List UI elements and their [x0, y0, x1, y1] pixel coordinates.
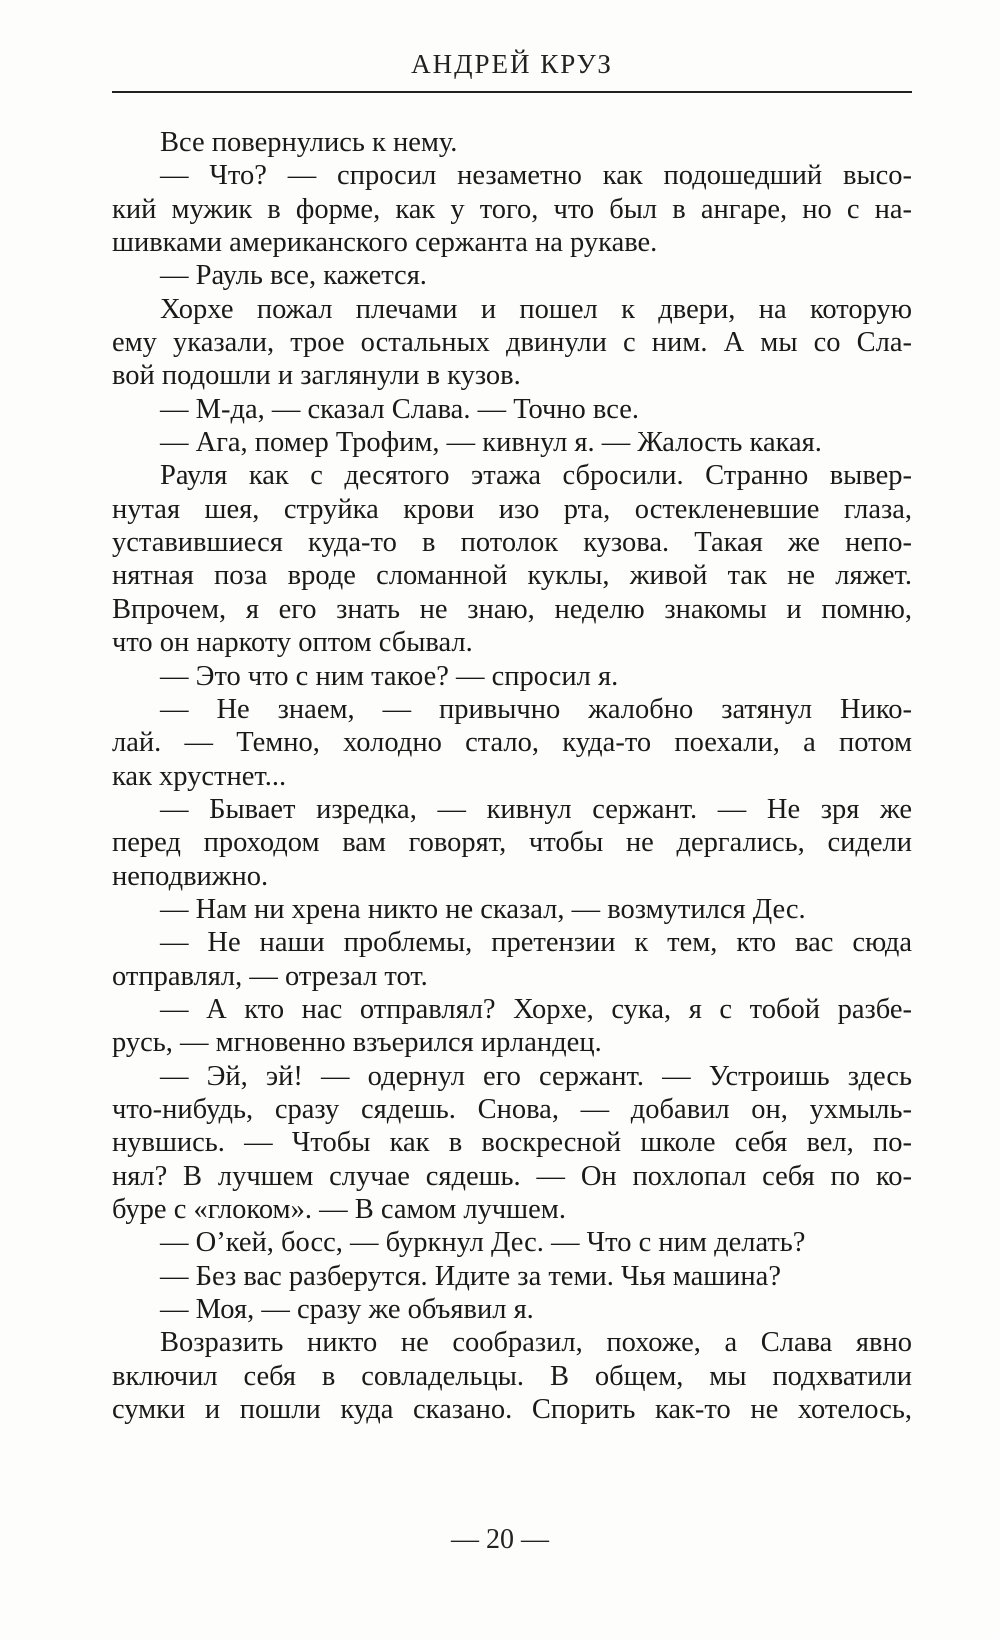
text-line: Хорхе пожал плечами и пошел к двери, на которую	[160, 293, 912, 325]
header-rule	[112, 91, 912, 93]
text-line: буре с «глоком». — В самом лучшем.	[112, 1194, 566, 1225]
text-line: что-нибудь, сразу сядешь. Снова, — добавил он, ухмыль-	[112, 1093, 912, 1125]
text-line: — Без вас разберутся. Идите за теми. Чья машина?	[160, 1260, 781, 1292]
text-line: — Ага, помер Трофим, — кивнул я. — Жалость какая.	[160, 427, 822, 459]
text-line: Рауля как с десятого этажа сбросили. Странно вывер-	[160, 460, 912, 492]
text-line: неподвижно.	[112, 860, 269, 892]
text-line: как хрустнет...	[112, 760, 287, 792]
text-line: лай. — Темно, холодно стало, куда-то поехали, а потом	[112, 727, 912, 759]
text-line: перед проходом вам говорят, чтобы не дергались, сидели	[112, 827, 912, 859]
text-line: шивками американского сержанта на рукаве.	[112, 227, 658, 259]
text-line: Все повернулись к нему.	[160, 127, 458, 158]
text-line: что он наркоту оптом сбывал.	[112, 627, 473, 659]
text-line: нятная поза вроде сломанной куклы, живой так не ляжет.	[112, 560, 912, 592]
text-line: Возразить никто не сообразил, похоже, а Слава явно	[160, 1327, 912, 1359]
text-line: вой подошли и заглянули в кузов.	[112, 360, 521, 392]
text-line: — Бывает изредка, — кивнул сержант. — Не зря же	[160, 793, 912, 825]
text-line: — Что? — спросил незаметно как подошедший высо-	[160, 160, 912, 192]
body-text	[112, 126, 912, 1426]
text-line: — М-да, — сказал Слава. — Точно все.	[160, 393, 639, 425]
text-line: Впрочем, я его знать не знаю, неделю знакомы и помню,	[112, 593, 912, 625]
running-head-author: АНДРЕЙ КРУЗ	[411, 49, 613, 79]
text-line: — Моя, — сразу же объявил я.	[160, 1294, 534, 1326]
text-line: ему указали, трое остальных двинули с ним. А мы со Сла-	[112, 327, 912, 359]
text-line: — Эй, эй! — одернул его сержант. — Устроишь здесь	[160, 1060, 912, 1092]
text-line: — А кто нас отправлял? Хорхе, сука, я с тобой разбе-	[160, 993, 912, 1025]
text-line: кий мужик в форме, как у того, что был в ангаре, но с на-	[112, 193, 912, 225]
text-line: уставившиеся куда-то в потолок кузова. Такая же непо-	[112, 527, 912, 559]
text-line: — Рауль все, кажется.	[160, 260, 427, 292]
text-line: нувшись. — Чтобы как в воскресной школе себя вел, по-	[112, 1127, 912, 1159]
text-line: отправлял, — отрезал тот.	[112, 960, 428, 992]
text-line: русь, — мгновенно взъерился ирландец.	[112, 1027, 602, 1059]
text-line: — Нам ни хрена никто не сказал, — возмутился Дес.	[160, 893, 806, 925]
text-line: нутая шея, струйка крови изо рта, остекленевшие глаза,	[112, 493, 912, 525]
text-line: — О’кей, босс, — буркнул Дес. — Что с ним делать?	[160, 1227, 806, 1259]
text-line: нял? В лучшем случае сядешь. — Он похлопал себя по ко-	[112, 1160, 912, 1192]
text-line: — Не знаем, — привычно жалобно затянул Нико-	[160, 693, 912, 725]
page-number: — 20 —	[451, 1524, 549, 1555]
text-line: — Не наши проблемы, претензии к тем, кто вас сюда	[160, 927, 912, 959]
text-line: — Это что с ним такое? — спросил я.	[160, 660, 619, 692]
text-line: сумки и пошли куда сказано. Спорить как-то не хотелось,	[112, 1394, 912, 1426]
text-line: включил себя в совладельцы. В общем, мы подхватили	[112, 1360, 912, 1392]
